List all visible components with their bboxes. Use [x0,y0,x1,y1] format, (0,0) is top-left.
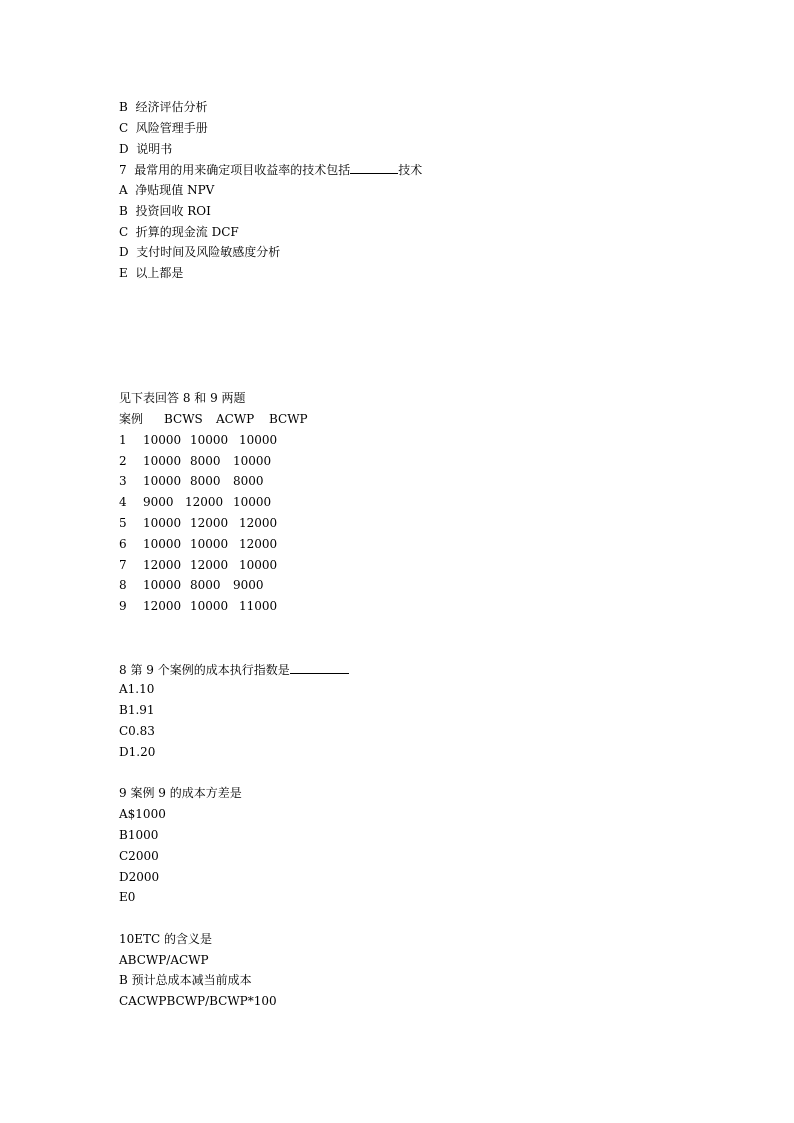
header-acwp: ACWP [216,412,255,426]
q9-option-c: C2000 [119,849,159,863]
header-bcws: BCWS [164,412,203,426]
q9-option-e: E0 [119,890,136,904]
q9-option-d: D2000 [119,870,160,884]
table-cell: 10000 [143,433,182,447]
table-cell: 10000 [190,599,229,613]
q7-option-c: C 折算的现金流 DCF [119,225,239,239]
table-cell: 2 [119,454,127,468]
q10-option-b: B 预计总成本减当前成本 [119,973,252,987]
q10-stem: 10ETC 的含义是 [119,932,213,946]
q6-option-c: C 风险管理手册 [119,121,208,135]
table-cell: 8000 [190,454,221,468]
q7-stem-before: 7 最常用的用来确定项目收益率的技术包括 [119,163,351,177]
table-cell: 10000 [143,454,182,468]
table-cell: 7 [119,558,127,572]
q10-option-a: ABCWP/ACWP [119,953,209,967]
table-cell: 8 [119,578,127,592]
q8-option-d: D1.20 [119,745,156,759]
q8-stem [119,661,349,677]
q8-option-c: C0.83 [119,724,155,738]
q8-option-a: A1.10 [119,682,155,696]
table-cell: 12000 [143,558,182,572]
table-cell: 10000 [143,474,182,488]
table-cell: 10000 [239,433,278,447]
table-cell: 12000 [190,516,229,530]
header-bcwp: BCWP [269,412,308,426]
q9-option-b: B1000 [119,828,159,842]
q9-stem: 9 案例 9 的成本方差是 [119,786,242,800]
table-cell: 12000 [185,495,224,509]
table-cell: 10000 [143,537,182,551]
table-cell: 4 [119,495,127,509]
q7-option-a: A 净贴现值 NPV [119,183,215,197]
q7-option-b: B 投资回收 ROI [119,204,211,218]
table-cell: 6 [119,537,127,551]
table-cell: 5 [119,516,127,530]
q6-option-d: D 说明书 [119,142,173,156]
q7-option-d: D 支付时间及风险敏感度分析 [119,245,281,259]
table-cell: 3 [119,474,127,488]
table-cell: 12000 [239,537,278,551]
q7-option-e: E 以上都是 [119,266,184,280]
answer-blank [290,661,349,674]
table-cell: 12000 [143,599,182,613]
answer-blank [350,161,398,174]
table-cell: 9000 [233,578,264,592]
table-intro: 见下表回答 8 和 9 两题 [119,391,246,405]
table-cell: 9000 [143,495,174,509]
table-cell: 8000 [190,474,221,488]
q10-option-c: CACWPBCWP/BCWP*100 [119,994,277,1008]
table-cell: 10000 [239,558,278,572]
q6-option-b: B 经济评估分析 [119,100,208,114]
table-cell: 10000 [143,578,182,592]
table-cell: 1 [119,433,127,447]
table-cell: 11000 [239,599,278,613]
table-cell: 10000 [143,516,182,530]
q8-option-b: B1.91 [119,703,155,717]
table-cell: 12000 [239,516,278,530]
table-cell: 10000 [190,537,229,551]
table-cell: 8000 [233,474,264,488]
table-cell: 8000 [190,578,221,592]
header-case: 案例 [119,412,144,426]
q9-option-a: A$1000 [119,807,166,821]
table-cell: 12000 [190,558,229,572]
q7-stem-after: 技术 [398,163,423,177]
table-cell: 10000 [233,454,272,468]
q8-stem-text: 8 第 9 个案例的成本执行指数是 [119,663,290,677]
q7-stem [119,161,422,177]
table-cell: 10000 [233,495,272,509]
table-cell: 9 [119,599,127,613]
table-cell: 10000 [190,433,229,447]
